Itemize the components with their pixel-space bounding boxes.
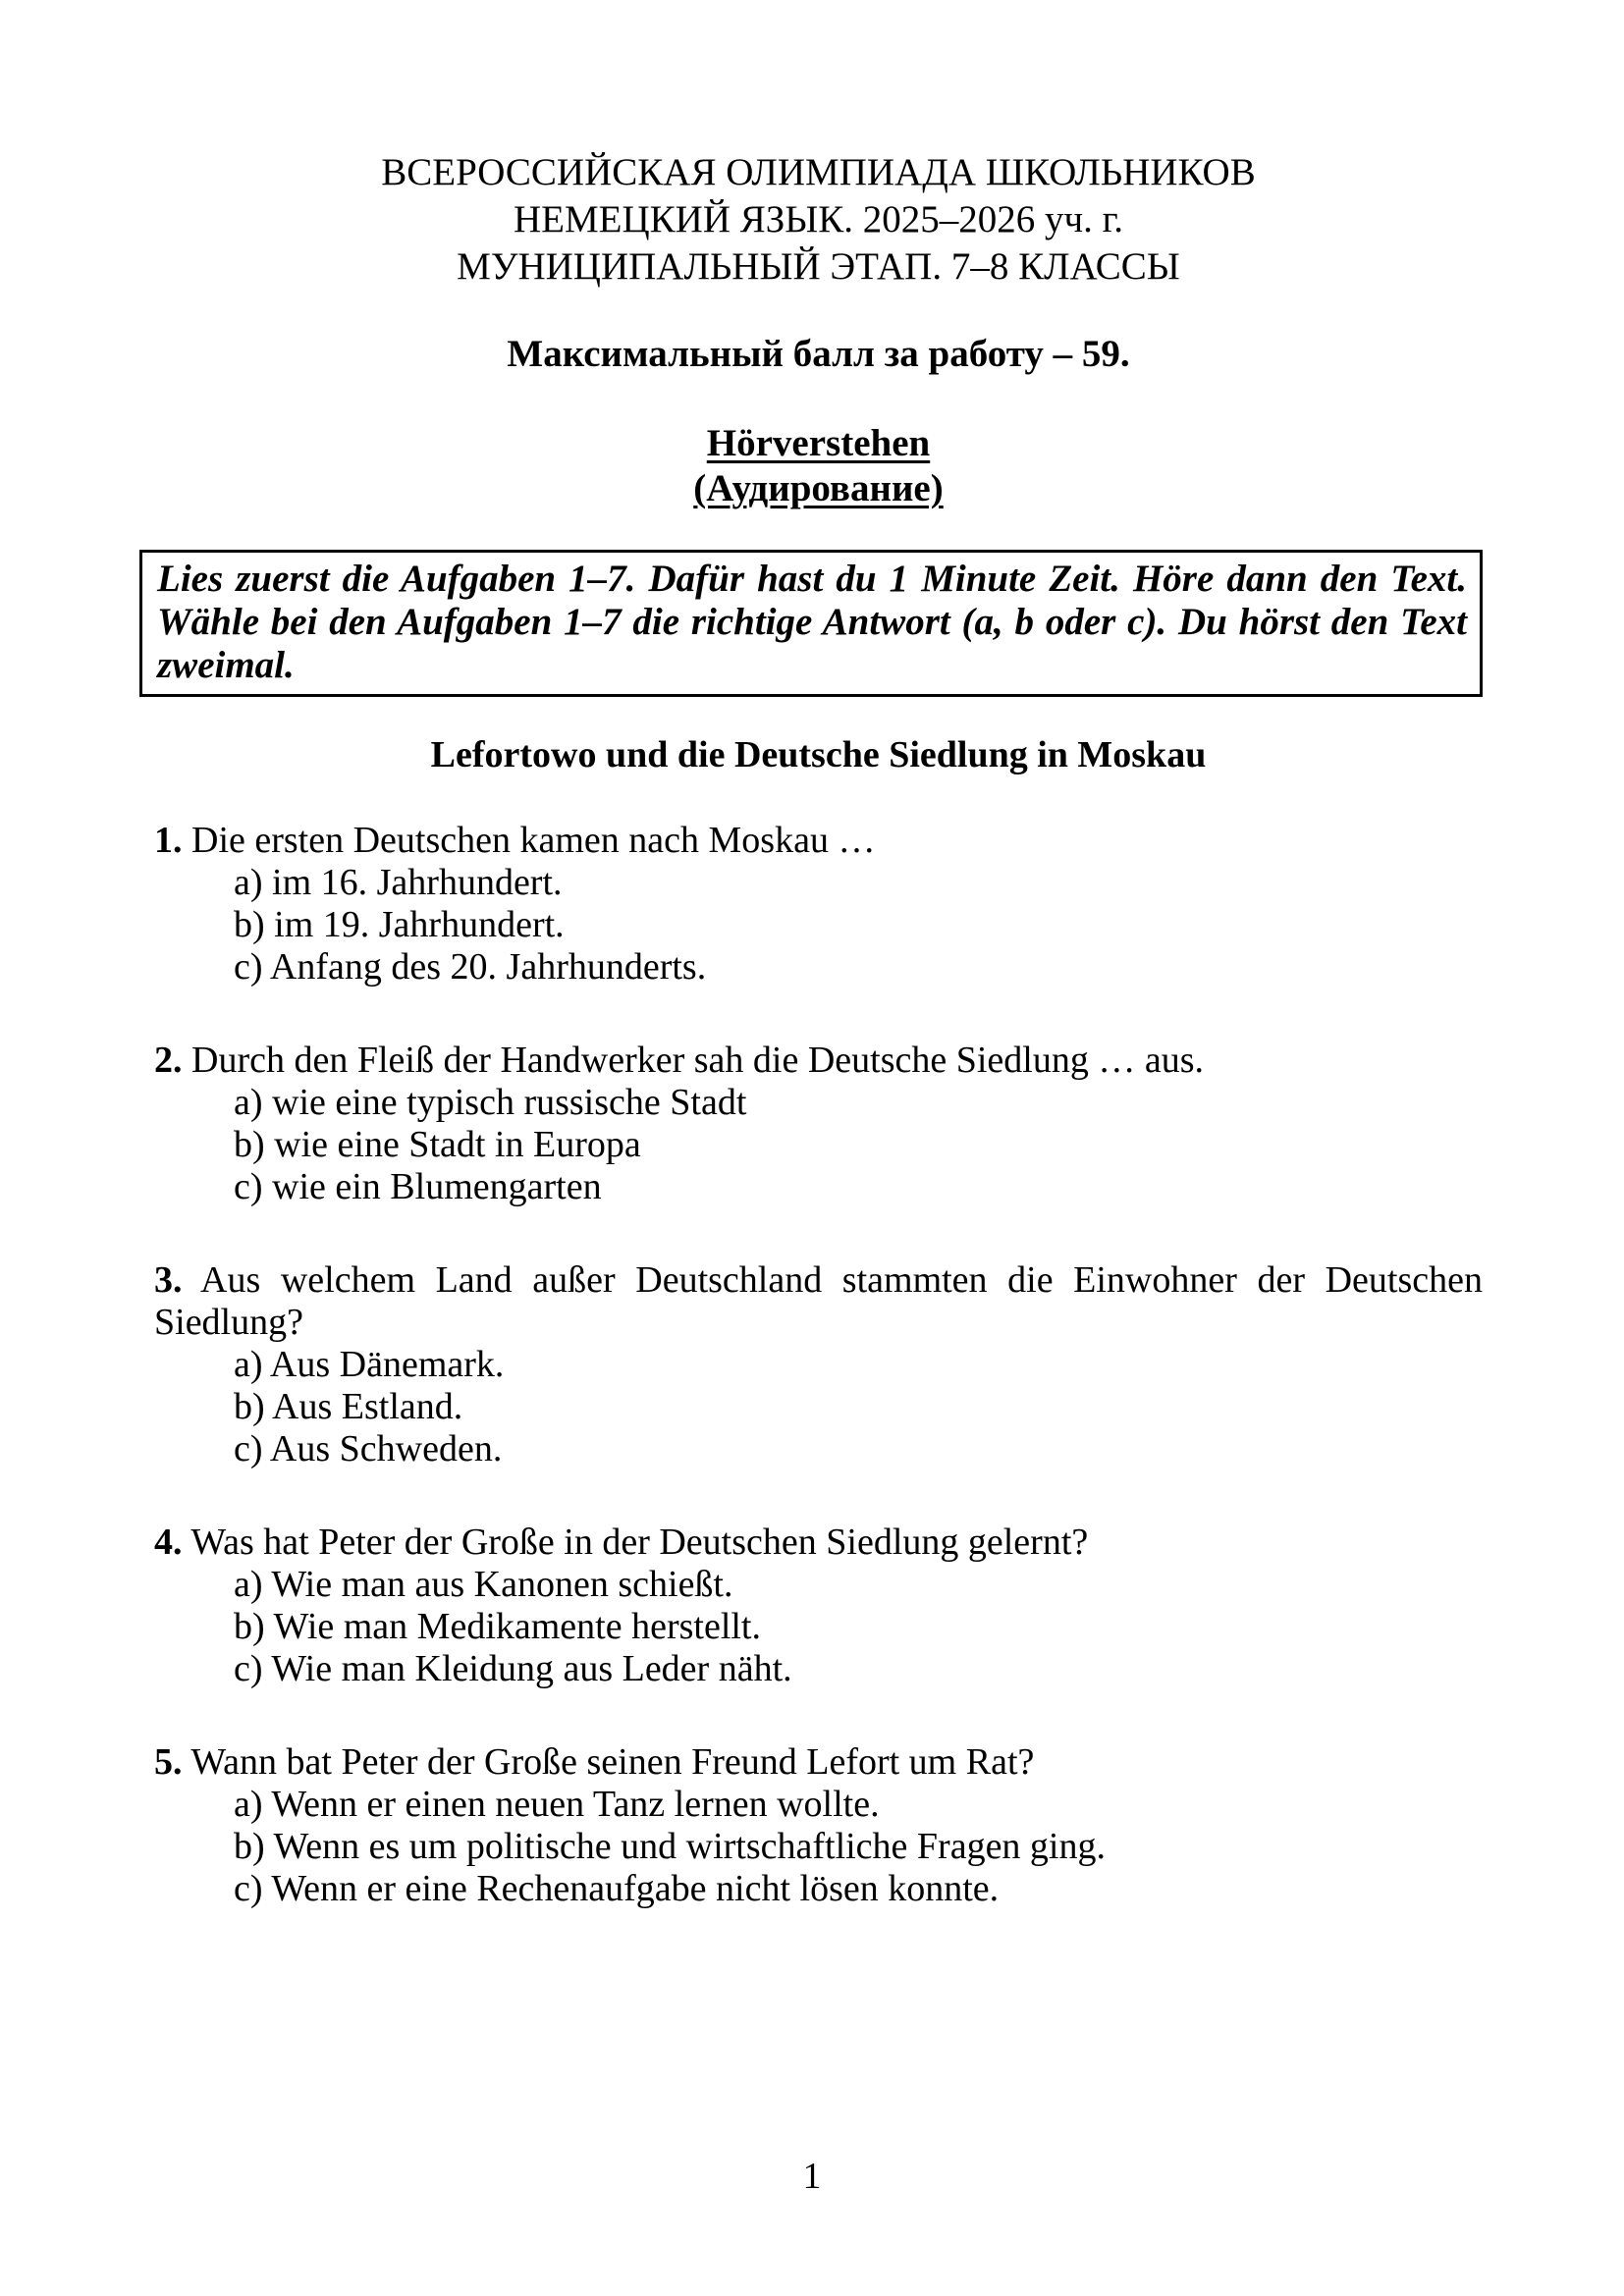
listening-text-title: Lefortowo und die Deutsche Siedlung in Moskau [430,734,1207,775]
max-score-line: Максимальный балл за работу – 59. [507,333,1130,375]
option-c: c) Anfang des 20. Jahrhunderts. [234,946,707,988]
question-1-text: Die ersten Deutschen kamen nach Moskau … [191,820,876,861]
option-c: c) Wie man Kleidung aus Leder näht. [234,1648,792,1689]
question-2-line [154,1040,1483,1082]
option-a: a) im 16. Jahrhundert. [234,862,563,903]
question-5 [154,1741,1483,1910]
option-c: c) Wenn er eine Rechenaufgabe nicht lösen konnte. [234,1868,1000,1909]
question-5-number: 5. [154,1741,183,1783]
question-list [154,820,1483,1910]
question-3-text: Aus welchem Land außer Deutschland stammten die Einwohner der Deutschen Siedlung? [154,1259,1483,1343]
header-line-olympiad: ВСЕРОССИЙСКАЯ ОЛИМПИАДА ШКОЛЬНИКОВ [381,151,1256,193]
section-subtitle: (Аудирование) [693,467,944,509]
question-4-options [154,1564,1483,1690]
question-5-options [154,1784,1483,1910]
section-title: Hörverstehen [706,422,931,464]
option-b: b) wie eine Stadt in Europa [234,1124,641,1165]
document-header [154,149,1483,291]
question-2 [154,1040,1483,1208]
header-line-subject-year: НЕМЕЦКИЙ ЯЗЫК. 2025–2026 уч. г. [513,198,1124,240]
question-3-options [154,1344,1483,1470]
option-a: a) wie eine typisch russische Stadt [234,1082,747,1123]
option-a: a) Aus Dänemark. [234,1344,505,1385]
page-number: 1 [802,2156,822,2197]
option-a: a) Wenn er einen neuen Tanz lernen wollte. [234,1784,880,1825]
question-4-number: 4. [154,1522,183,1563]
question-5-text: Wann bat Peter der Große seinen Freund Lefort um Rat? [190,1741,1035,1783]
option-a: a) Wie man aus Kanonen schießt. [234,1564,733,1605]
question-2-number: 2. [154,1040,183,1081]
question-1-number: 1. [154,820,183,861]
question-4-text: Was hat Peter der Große in der Deutschen Siedlung gelernt? [190,1522,1089,1563]
option-c: c) wie ein Blumengarten [234,1166,602,1207]
page-content [0,149,1624,1910]
option-b: b) im 19. Jahrhundert. [234,904,565,945]
question-3-number: 3. [154,1259,183,1301]
question-3-line [154,1259,1483,1344]
option-b: b) Wenn es um politische und wirtschaftliche Fragen ging. [234,1826,1106,1867]
question-1-options [154,862,1483,988]
question-1 [154,820,1483,988]
question-1-line [154,820,1483,862]
question-2-options [154,1082,1483,1208]
section-heading [154,421,1483,511]
question-5-line [154,1741,1483,1784]
question-2-text: Durch den Fleiß der Handwerker sah die Deutsche Siedlung … aus. [191,1040,1204,1081]
option-b: b) Wie man Medikamente herstellt. [234,1606,761,1647]
question-4-line [154,1522,1483,1564]
instruction-box: Lies zuerst die Aufgaben 1–7. Dafür hast du 1 Minute Zeit. Höre dann den Text. Wähle bei den Aufgaben 1–7 die richtige Antwort (a, b oder c). Du hörst den Text zweimal. [139,550,1483,697]
question-3 [154,1259,1483,1470]
option-b: b) Aus Estland. [234,1386,463,1427]
header-line-stage-grades: МУНИЦИПАЛЬНЫЙ ЭТАП. 7–8 КЛАССЫ [457,245,1180,288]
option-c: c) Aus Schweden. [234,1428,503,1469]
question-4 [154,1522,1483,1690]
